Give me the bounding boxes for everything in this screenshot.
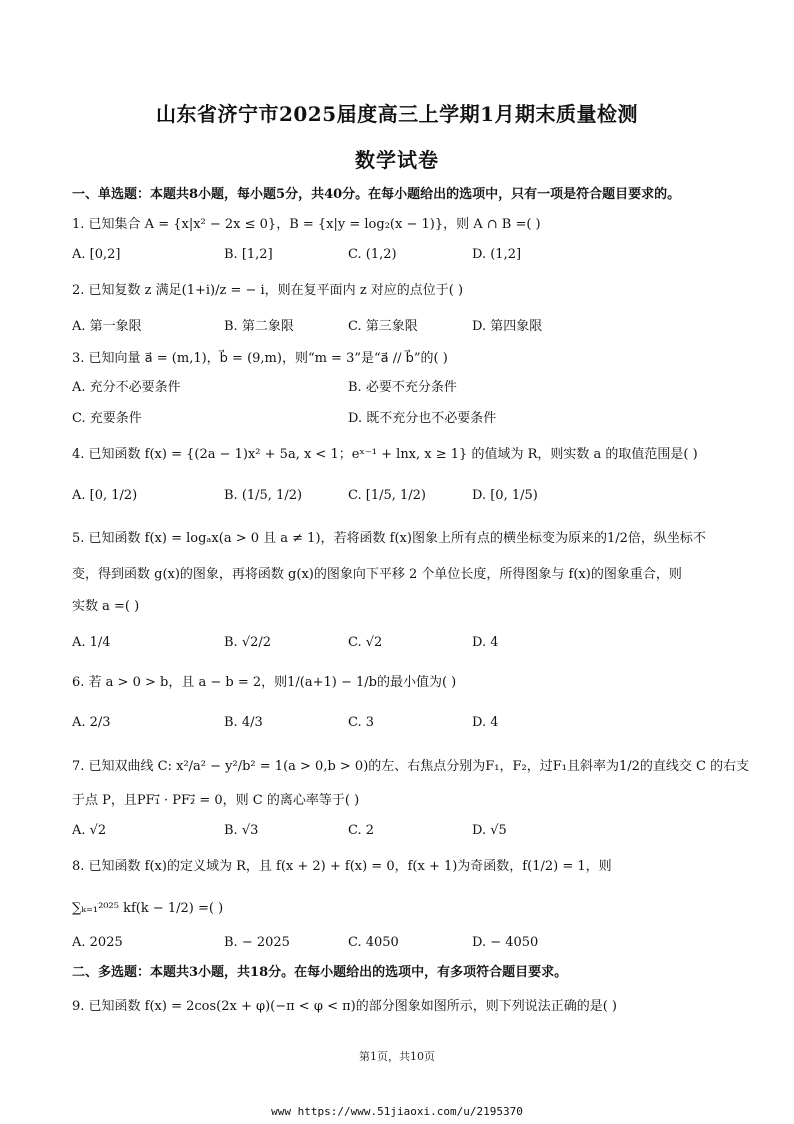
q1-option-a: A. [0,2]: [72, 247, 121, 262]
question-5-line-2: 变，得到函数 g(x)的图象，再将函数 g(x)的图象向下平移 2 个单位长度，所得图象与 f(x)的图象重合，则: [72, 567, 682, 582]
q6-option-b: B. 4/3: [224, 715, 263, 730]
question-5-line-3: 实数 a =( ): [72, 599, 140, 614]
q3-option-a: A. 充分不必要条件: [72, 380, 181, 395]
q5-option-d: D. 4: [472, 635, 499, 650]
question-2: 2. 已知复数 z 满足(1+i)/z = − i，则在复平面内 z 对应的点位于( ): [72, 283, 464, 298]
q4-option-a: A. [0, 1/2): [72, 488, 138, 503]
q2-option-b: B. 第二象限: [224, 319, 294, 334]
q8-option-b: B. − 2025: [224, 935, 290, 950]
question-4: 4. 已知函数 f(x) = {(2a − 1)x² + 5a, x < 1；eˣ⁻¹ + lnx, x ≥ 1} 的值域为 R，则实数 a 的取值范围是( ): [72, 447, 698, 462]
question-1: 1. 已知集合 A = {x|x² − 2x ≤ 0}，B = {x|y = log₂(x − 1)}，则 A ∩ B =( ): [72, 217, 541, 232]
q4-option-c: C. [1/5, 1/2): [348, 488, 426, 503]
question-9: 9. 已知函数 f(x) = 2cos(2x + φ)(−π < φ < π)的部分图象如图所示，则下列说法正确的是( ): [72, 999, 617, 1014]
q3-option-b: B. 必要不充分条件: [348, 380, 457, 395]
question-3: 3. 已知向量 a⃗ = (m,1)，b⃗ = (9,m)，则“m = 3”是“a⃗ // b⃗”的( ): [72, 351, 448, 366]
q2-option-d: D. 第四象限: [472, 319, 543, 334]
q6-option-a: A. 2/3: [72, 715, 111, 730]
q5-option-a: A. 1/4: [72, 635, 111, 650]
q1-option-b: B. [1,2]: [224, 247, 273, 262]
q8-option-a: A. 2025: [72, 935, 123, 950]
q6-option-c: C. 3: [348, 715, 375, 730]
section-heading-single-choice: 一、单选题：本题共8小题，每小题5分，共40分。在每小题给出的选项中，只有一项是符合题目要求的。: [72, 187, 681, 202]
q5-option-b: B. √2/2: [224, 635, 272, 650]
question-8-line-1: 8. 已知函数 f(x)的定义域为 R，且 f(x + 2) + f(x) = 0，f(x + 1)为奇函数，f(1/2) = 1，则: [72, 859, 612, 874]
q3-option-d: D. 既不充分也不必要条件: [348, 411, 497, 426]
question-6: 6. 若 a > 0 > b，且 a − b = 2，则1/(a+1) − 1/b的最小值为( ): [72, 675, 457, 690]
exam-title: 山东省济宁市2025届度高三上学期1月期末质量检测: [155, 102, 639, 126]
exam-subtitle: 数学试卷: [355, 148, 439, 172]
q4-option-b: B. (1/5, 1/2): [224, 488, 303, 503]
q1-option-d: D. (1,2]: [472, 247, 522, 262]
question-5-line-1: 5. 已知函数 f(x) = logₐx(a > 0 且 a ≠ 1)，若将函数 f(x)图象上所有点的横坐标变为原来的1/2倍，纵坐标不: [72, 531, 706, 546]
q3-option-c: C. 充要条件: [72, 411, 142, 426]
q7-option-c: C. 2: [348, 823, 375, 838]
section-heading-multiple-choice: 二、多选题：本题共3小题，共18分。在每小题给出的选项中，有多项符合题目要求。: [72, 965, 568, 980]
q2-option-a: A. 第一象限: [72, 319, 142, 334]
q8-option-d: D. − 4050: [472, 935, 539, 950]
q7-option-b: B. √3: [224, 823, 259, 838]
q7-option-a: A. √2: [72, 823, 107, 838]
question-7-line-2: 于点 P，且PF₁⃗ · PF₂⃗ = 0，则 C 的离心率等于( ): [72, 793, 360, 808]
watermark-url: www https://www.51jiaoxi.com/u/2195370: [271, 1105, 523, 1118]
question-8-line-2: ∑ₖ₌₁²⁰²⁵ kf(k − 1/2) =( ): [72, 901, 224, 916]
q6-option-d: D. 4: [472, 715, 499, 730]
page-footer: 第1页，共10页: [359, 1050, 435, 1063]
q2-option-c: C. 第三象限: [348, 319, 418, 334]
q8-option-c: C. 4050: [348, 935, 399, 950]
q7-option-d: D. √5: [472, 823, 507, 838]
question-7-line-1: 7. 已知双曲线 C: x²/a² − y²/b² = 1(a > 0,b > 0)的左、右焦点分别为F₁，F₂，过F₁且斜率为1/2的直线交 C 的右支: [72, 759, 750, 774]
q4-option-d: D. [0, 1/5): [472, 488, 538, 503]
q5-option-c: C. √2: [348, 635, 383, 650]
q1-option-c: C. (1,2): [348, 247, 397, 262]
